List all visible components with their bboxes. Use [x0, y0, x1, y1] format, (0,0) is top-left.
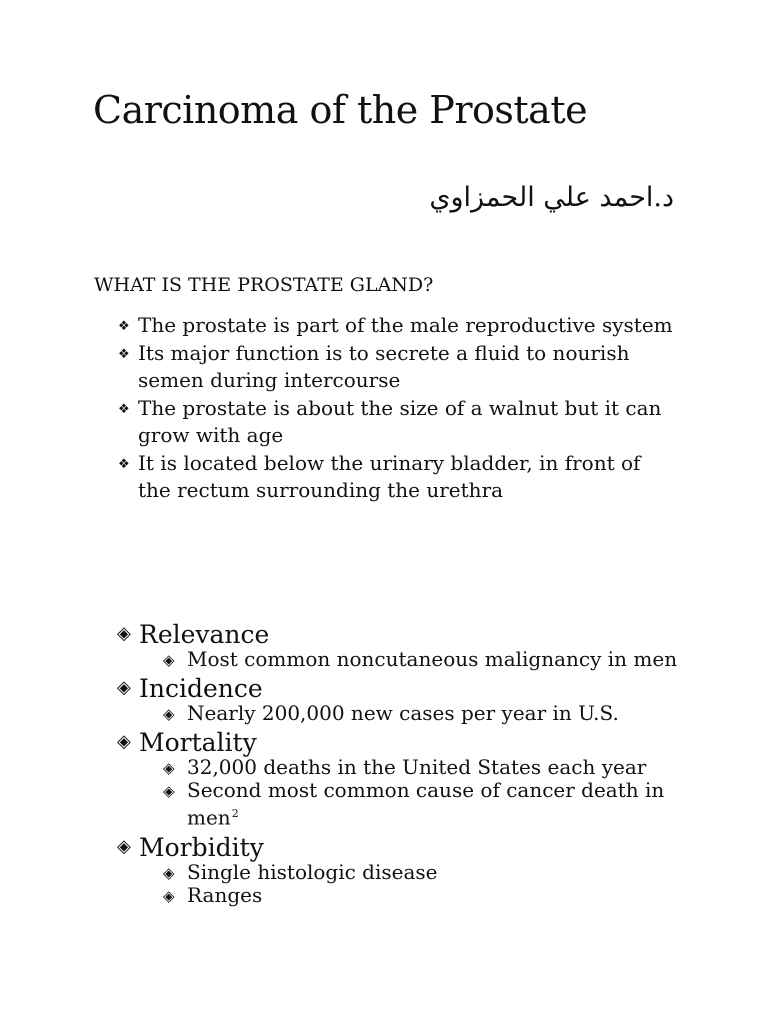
prostate-facts-list — [118, 312, 678, 505]
author-name: د.احمد علي الحمزاوي — [429, 182, 674, 213]
topic-label: Relevance — [139, 620, 270, 649]
topic-detail-list — [139, 702, 692, 725]
list-item — [163, 756, 692, 779]
four-diamond-bullet-icon: ❖ — [118, 319, 130, 334]
bullet-text: The prostate is part of the male reproductive system — [138, 313, 673, 337]
bullet-text: The prostate is about the size of a walnut but it can grow with age — [138, 395, 662, 447]
topic-detail-list — [139, 756, 692, 830]
topic-detail-list — [139, 648, 692, 671]
diamond-dot-bullet-icon: ◈ — [117, 835, 131, 857]
diamond-dot-bullet-icon: ◈ — [117, 677, 131, 698]
diamond-dot-bullet-icon: ◈ — [163, 651, 175, 669]
topics-list — [117, 620, 692, 910]
diamond-dot-bullet-icon: ◈ — [117, 731, 131, 752]
topic-relevance — [117, 620, 692, 671]
detail-text: Ranges — [187, 882, 263, 907]
list-item — [118, 395, 678, 450]
diamond-dot-bullet-icon: ◈ — [117, 623, 131, 644]
list-item — [118, 450, 678, 505]
diamond-dot-bullet-icon: ◈ — [163, 705, 175, 723]
four-diamond-bullet-icon: ❖ — [118, 346, 130, 362]
bullet-text: It is located below the urinary bladder, in front of the rectum surrounding the urethra — [138, 450, 641, 502]
section-heading: WHAT IS THE PROSTATE GLAND? — [94, 274, 434, 296]
detail-text: Second most common cause of cancer death in men — [187, 778, 665, 830]
diamond-dot-bullet-icon: ◈ — [163, 782, 175, 800]
diamond-dot-bullet-icon: ◈ — [163, 863, 175, 882]
detail-text: Single histologic disease — [187, 859, 438, 884]
footnote-marker: 2 — [231, 807, 239, 820]
four-diamond-bullet-icon: ❖ — [118, 456, 130, 472]
topic-label: Incidence — [139, 674, 263, 703]
list-item — [118, 312, 678, 340]
bullet-text: Its major function is to secrete a fluid to nourish semen during intercourse — [138, 340, 630, 392]
document-title: Carcinoma of the Prostate — [93, 88, 588, 132]
four-diamond-bullet-icon: ❖ — [118, 401, 130, 417]
list-item — [163, 648, 692, 671]
topic-incidence — [117, 674, 692, 725]
detail-text: Most common noncutaneous malignancy in men — [187, 647, 678, 671]
topic-label: Morbidity — [139, 832, 264, 862]
topic-label: Mortality — [139, 728, 257, 757]
detail-text: 32,000 deaths in the United States each year — [187, 755, 647, 779]
topic-morbidity — [117, 833, 692, 907]
list-item — [163, 779, 692, 830]
list-item — [163, 861, 692, 884]
topic-detail-list — [139, 861, 692, 907]
detail-text: Nearly 200,000 new cases per year in U.S. — [187, 701, 619, 725]
list-item — [163, 884, 692, 907]
topic-mortality — [117, 728, 692, 830]
list-item — [163, 702, 692, 725]
diamond-dot-bullet-icon: ◈ — [163, 886, 175, 905]
list-item — [118, 340, 678, 395]
diamond-dot-bullet-icon: ◈ — [163, 759, 175, 777]
